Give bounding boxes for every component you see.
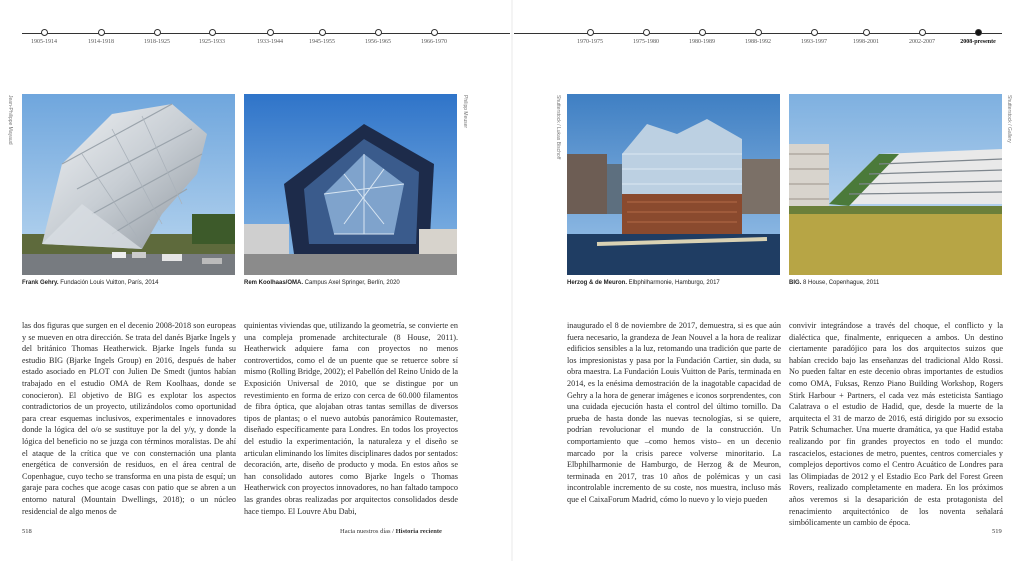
timeline-marker [431, 29, 438, 36]
caption-1 [22, 280, 158, 286]
timeline-marker [375, 29, 382, 36]
caption-2-author: Rem Koolhaas/OMA. [244, 280, 304, 286]
page-number-left: 518 [22, 528, 32, 535]
timeline-period-label: 1993-1997 [801, 39, 827, 45]
body-text-1: las dos figuras que surgen en el decenio 2008-2018 son europeas y se mueven en otra dirección. Se trata del danés Bjarke Ingels y del británico Thomas Heatherwick. Bjarke Ingels funda su estudio BIG (Bjarke Ingels Group) en 2016, después de haber estado asociado en PLOT con Julien De Smedt (juntos habían trabajado en el estudio OMA de Rem Koolhaas, donde se conocieron). El objetivo de BIG es explotar los aspectos contradictorios de un proyecto, utilizándolos como oportunidad para crear esquemas inclusivos, experimentales e innovadores donde la lógica del o/o se sustituye por la del y/y, y donde la lógica del beneficio no se juzga con términos moralistas. De ahí el ataque de la crítica que ve con consternación una planta energética de conversión de residuos, en el área central de Copenhague, cuyo techo se transforma en una pista de esquí; un garaje para coches que acoge casas con patio que se abren a un entorno natural (Mountain Dwellings, 2018); o un núcleo residencial de algo menos de [22, 321, 236, 516]
timeline-period-label: 1945-1955 [309, 39, 335, 45]
photo-credit-3: Shutterstock / Lukas Bischoff [555, 95, 561, 160]
timeline-period-label: 1925-1933 [199, 39, 225, 45]
timeline-period-label: 1998-2001 [853, 39, 879, 45]
caption-3-author: Herzog & de Meuron. [567, 280, 628, 286]
photo-8-house [789, 94, 1002, 275]
body-column-3 [567, 320, 781, 506]
timeline-marker [699, 29, 706, 36]
caption-4 [789, 280, 879, 286]
body-text-4: convivir integrándose a través del choque, el conflicto y la dialéctica que, finalmente, enriquecen a ambos. Un destino ciertamente paradójico para los dos arquitectos suizos que habían crecido bajo las enseñanzas del tradicional Aldo Rossi. No pueden faltar en este decenio obras importantes de estudios como OMA, Fuksas, Renzo Piano Building Workshop, Rogers Stirk Harbour + Partners, el cada vez más esteticista Santiago Calatrava o el estudio de Hadid, que, desde la muerte de la arquitecta el 31 de marzo de 2016, está dirigido por su exsocio Patrik Schumacher. Una muerte dramática, ya que Hadid estaba realizando por fin grandes proyectos en todo el mundo: rascacielos, estaciones de metro, puentes, centros comerciales y complejos deportivos como el Centro Acuático de Londres para las Olimpiadas de 2012 y el Estadio Eco Park del Forest Green Rovers, realizado completamente en madera. En los próximos años veremos si la desaparición de esta protagonista del renacimiento arquitectónico de los noventa señalará simbólicamente un cambio de época. [789, 321, 1003, 528]
body-text-3: inaugurado el 8 de noviembre de 2017, demuestra, si es que aún fuera necesario, la grandeza de Jean Nouvel a la hora de realizar edificios sensibles a la luz, retomando una tradición que parte de los impresionistas y pasa por la Fundación Cartier, sin duda, su obra maestra. La Fundación Louis Vuitton de París, terminada en 2014, es la enésima demostración de la inagotable capacidad de Gehry a la hora de generar imágenes e iconos sorprendentes, con una cuidada ejecución hasta el control del último tornillo. Da prueba de hasta donde las nuevas tecnologías, si se quiere, podrían revolucionar el mundo de la construcción. Un comportamiento que –como hemos visto– en un decenio marcado por la crisis parece volverse minoritario. La Elbphilharmonie de Hamburgo, de Herzog & de Meuron, terminada en 2017, tras 10 años de polémicas y un casi incontrolable incremento de su coste, nos muestra, incluso más que el CaixaForum Madrid, cómo lo nuevo y lo viejo pueden [567, 321, 781, 504]
page-number-right: 519 [992, 528, 1002, 535]
running-head-chapter: Historia reciente [395, 528, 442, 535]
timeline-period-label: 1905-1914 [31, 39, 57, 45]
timeline-marker [154, 29, 161, 36]
timeline-marker [919, 29, 926, 36]
timeline-marker [587, 29, 594, 36]
caption-3 [567, 280, 720, 286]
photo-axel-springer [244, 94, 457, 275]
timeline-period-label: 1933-1944 [257, 39, 283, 45]
caption-1-text: Fundación Louis Vuitton, París, 2014 [58, 280, 159, 286]
timeline-period-label: 1988-1992 [745, 39, 771, 45]
photo-fondation-louis-vuitton [22, 94, 235, 275]
running-head-section: Hacia nuestros días / [340, 528, 396, 535]
caption-2-text: Campus Axel Springer, Berlín, 2020 [303, 280, 400, 286]
timeline-period-label: 1914-1918 [88, 39, 114, 45]
running-head [340, 528, 442, 535]
body-column-4 [789, 320, 1003, 529]
timeline-marker [755, 29, 762, 36]
timeline-marker [319, 29, 326, 36]
body-text-2: quinientas viviendas que, utilizando la geometría, se convierte en una compleja promenade architecturale (8 House, 2011). Heatherwick adquiere fama con proyectos no menos controvertidos, como el de un puente que se retuerce sobre sí mismo (Rolling Bridge, 2002); el Pabellón del Reino Unido de la Exposición Universal de 2010, que se distingue por un revestimiento en forma de erizo con cerca de 60.000 filamentos de fibra óptica, que alojaban otras tantas semillas de diversos tipos de plantas; o el nuevo autobús panorámico Routemaster, diseñado específicamente para Londres. En todos los proyectos del estudio la experimentación, la naturaleza y el diseño se articulan eliminando los límites disciplinares dados por sentados: decoración, arte, diseño de producto y moda. En estos años se han consolidado autores como Bjarke Ingels o Thomas Heatherwick con proyectos innovadores, no han faltado tampoco las grandes obras realizadas por arquitectos consolidados desde hace tiempo. El Louvre Abu Dabi, [244, 321, 458, 516]
caption-4-author: BIG. [789, 280, 802, 286]
timeline-period-label: 1966-1970 [421, 39, 447, 45]
photo-credit-2: Philipp Meuser [462, 95, 468, 129]
photo-credit-4: Shutterstock / Gallery [1006, 95, 1012, 143]
timeline-marker [98, 29, 105, 36]
timeline-marker [811, 29, 818, 36]
timeline-period-label: 1956-1965 [365, 39, 391, 45]
timeline-marker [643, 29, 650, 36]
timeline-marker [267, 29, 274, 36]
book-gutter [511, 0, 513, 561]
caption-2 [244, 280, 400, 286]
timeline-marker [863, 29, 870, 36]
caption-3-text: Elbphilharmonie, Hamburgo, 2017 [627, 280, 720, 286]
caption-1-author: Frank Gehry. [22, 280, 59, 286]
timeline-period-label: 1918-1925 [144, 39, 170, 45]
timeline-period-label: 2008-presente [960, 39, 996, 45]
timeline-marker [975, 29, 982, 36]
body-column-1 [22, 320, 236, 517]
timeline-period-label: 2002-2007 [909, 39, 935, 45]
timeline-marker [41, 29, 48, 36]
photo-elbphilharmonie [567, 94, 780, 275]
timeline-period-label: 1970-1975 [577, 39, 603, 45]
timeline-period-label: 1975-1980 [633, 39, 659, 45]
timeline-marker [209, 29, 216, 36]
photo-credit-1: Jean-Philippe Mayaud [7, 95, 13, 145]
timeline-period-label: 1980-1989 [689, 39, 715, 45]
body-column-2 [244, 320, 458, 517]
caption-4-text: 8 House, Copenhague, 2011 [801, 280, 880, 286]
